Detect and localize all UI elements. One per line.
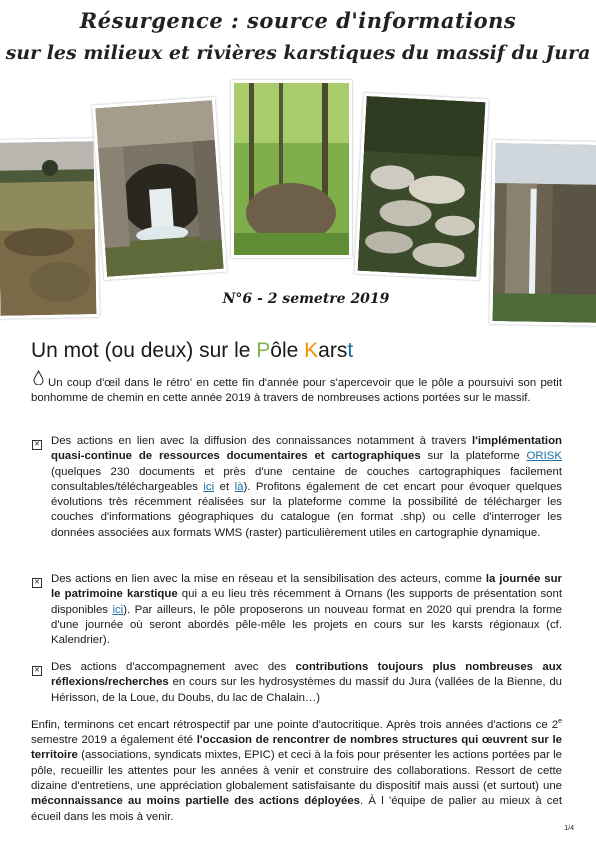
photo-waterfall xyxy=(489,140,596,326)
photo-forest-cliff xyxy=(231,80,352,258)
orisk-link[interactable]: ORISK xyxy=(526,450,562,463)
ici-link-2[interactable]: ici xyxy=(112,603,124,616)
bullet-paragraph-3: Des actions d'accompagnement avec des contributions toujours plus nombreuses aux réflexions/recherches en cours sur les hydrosystèmes du massif du Jura (vallées de la Bienne, du Hérisson, de la Loue, du Doubs, du lac de Chalain…) xyxy=(51,661,562,704)
header-line-1: Résurgence : source d'informations xyxy=(79,8,517,33)
closing-paragraph: Enfin, terminons cet encart rétrospectif par une pointe d'autocritique. Après trois années d'actions ce 2e semestre 2019 a également été l'occasion de rencontrer de nombres structures qui œuvrent sur le territoire (associations, syndicats mixtes, EPIC) et ceci à la fois pour présenter les actions portées par le pôle, recueillir les attentes pour les années à venir et construire des collaborations. Ressort de cette dizaine d'entretiens, une appréciation globalement satisfaisante du dispositif mais aussi (et surtout) une méconnaissance au moins partielle des actions déployées. À l 'équipe de palier au mieux à cet écueil dans les mois à venir. xyxy=(31,718,562,823)
issue-label: N°6 - 2 semetre 2019 xyxy=(222,291,390,307)
page-number: 1/4 xyxy=(564,825,574,832)
section-title: Un mot (ou deux) sur le Pôle Karst xyxy=(31,339,354,362)
bullet-icon: ✕ xyxy=(32,666,42,676)
photo-rock-field xyxy=(354,93,488,280)
intro-paragraph: Un coup d'œil dans le rétro' en cette fin d'année pour s'apercevoir que le pôle a poursuivi son petit bonhomme de chemin en cette année 2019 à travers de nombreuses actions portées sur le massif. xyxy=(31,377,562,405)
bullet-icon: ✕ xyxy=(32,440,42,450)
header-line-2: sur les milieux et rivières karstiques du massif du Jura xyxy=(5,42,591,64)
bullet-icon: ✕ xyxy=(32,578,42,588)
la-link[interactable]: là xyxy=(234,480,244,493)
photo-meadow-sinkhole xyxy=(0,138,100,319)
ici-link-1[interactable]: ici xyxy=(203,480,215,493)
bullet-paragraph-2: Des actions en lien avec la mise en réseau et la sensibilisation des acteurs, comme la journée sur le patrimoine karstique qui a eu lieu très récemment à Ornans (les supports de présentation sont disponibles ici). Par ailleurs, le pôle proposerons un nouveau format en 2020 qui prendra la forme d'une journée où seront abordés pêle-mêle les projets en cours sur les karsts régionaux (cf. Kalendrier). xyxy=(51,573,562,647)
photo-cave-spring xyxy=(92,97,227,280)
bullet-paragraph-1: Des actions en lien avec la diffusion des connaissances notamment à travers l'implémentation quasi-continue de ressources documentaires et cartographiques sur la plateforme ORISK (quelques 230 documents et près d'une centaine de couches cartographiques facilement consultables/téléchargeables ici et là). Profitons également de cet encart pour évoquer quelques évolutions très récemment réalisées sur la plateforme comme la possibilité de télécharger les couches d'informations géographiques du catalogue (en format .shp) ou celle d'interroger les données associées aux formats WMS (raster) particulièrement utiles en cartographie dynamique. xyxy=(51,435,562,539)
